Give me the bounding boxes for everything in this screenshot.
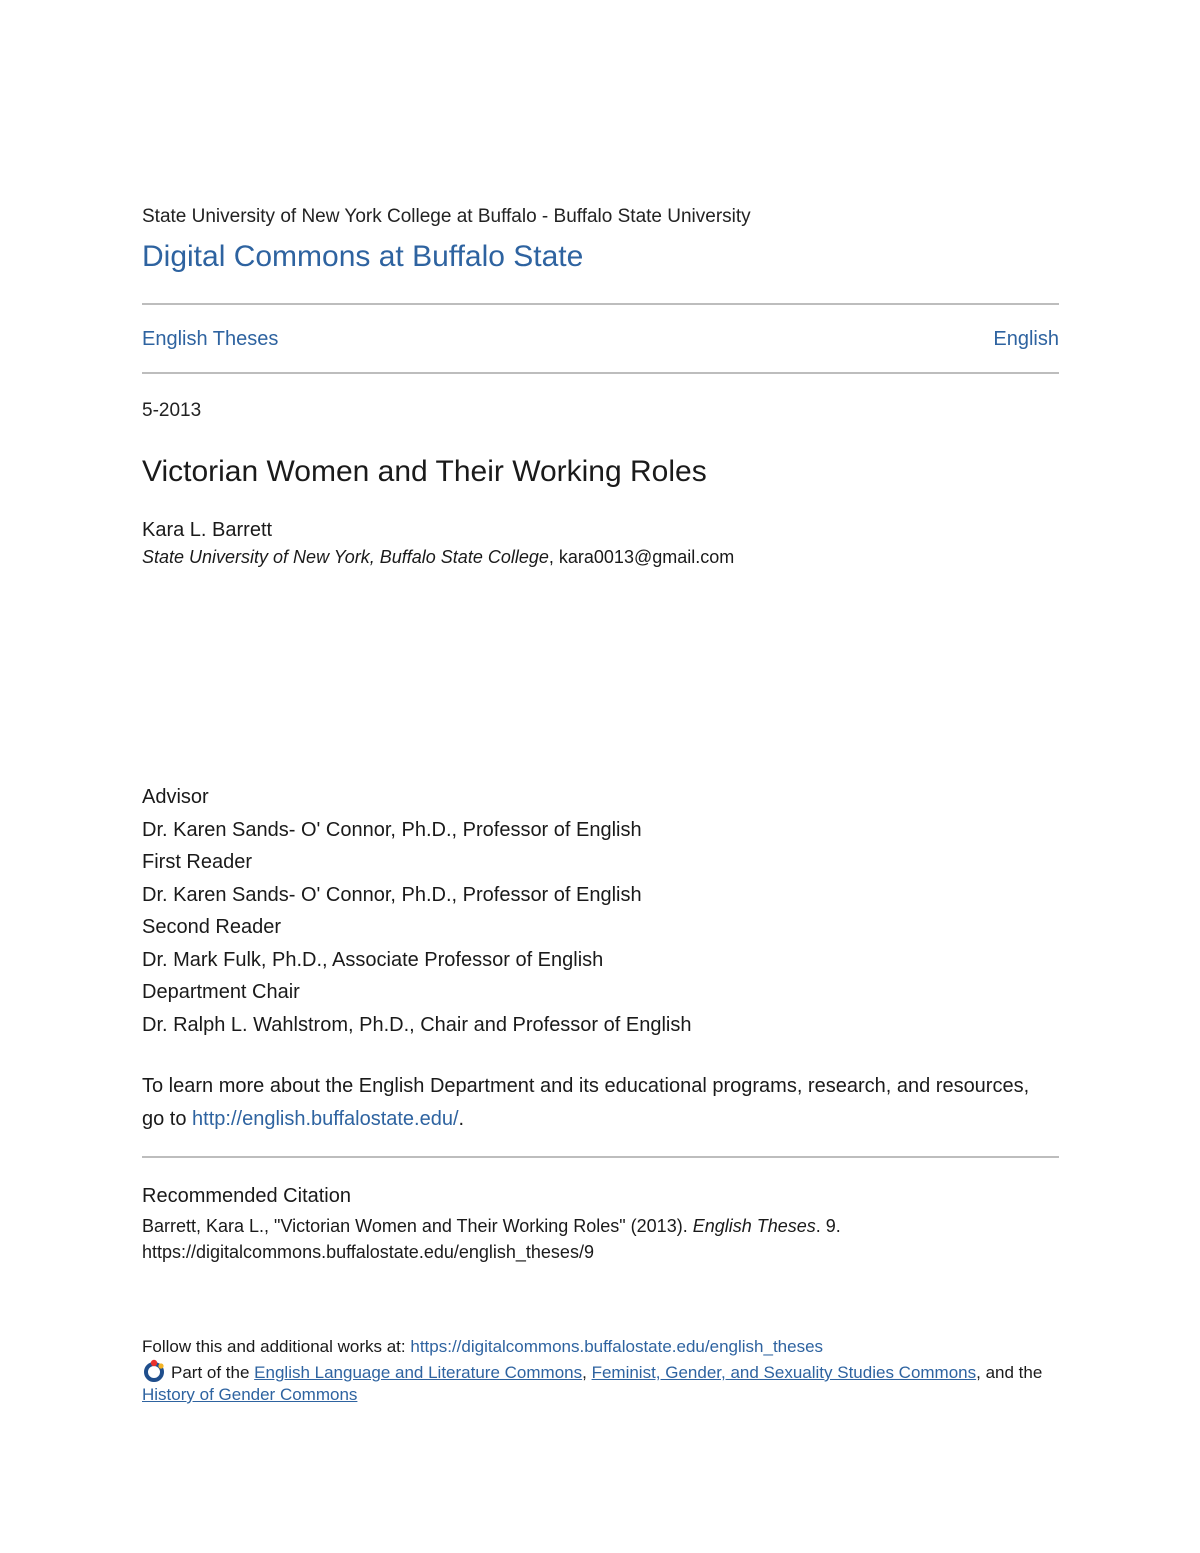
follow-link[interactable]: https://digitalcommons.buffalostate.edu/english_theses	[410, 1337, 824, 1356]
follow-text: Follow this and additional works at:	[142, 1337, 411, 1356]
citation-text	[142, 1213, 1042, 1265]
citation-pre: Barrett, Kara L., "Victorian Women and Their Working Roles" (2013).	[142, 1216, 693, 1236]
part-of-text: Part of the	[171, 1363, 255, 1382]
thesis-title: Victorian Women and Their Working Roles	[142, 455, 707, 488]
separator: ,	[582, 1363, 592, 1382]
affiliation-text: State University of New York, Buffalo State College	[142, 547, 549, 567]
department-link[interactable]: English	[993, 328, 1059, 350]
author-name: Kara L. Barrett	[142, 519, 273, 541]
department-chair-name: Dr. Ralph L. Wahlstrom, Ph.D., Chair and Professor of English	[142, 1013, 692, 1036]
divider	[142, 372, 1059, 374]
advisor-name: Dr. Karen Sands- O' Connor, Ph.D., Professor of English	[142, 818, 642, 841]
publication-date: 5-2013	[142, 400, 202, 421]
divider	[142, 1156, 1059, 1158]
committee-block	[142, 781, 691, 1041]
author-affiliation	[142, 547, 734, 568]
follow-line	[142, 1337, 823, 1357]
divider	[142, 303, 1059, 305]
citation-journal: English Theses	[692, 1216, 816, 1236]
commons-link-feminist-gender[interactable]: Feminist, Gender, and Sexuality Studies Commons	[591, 1363, 977, 1382]
institution-name: State University of New York College at Buffalo - Buffalo State University	[142, 206, 751, 227]
advisor-label: Advisor	[142, 786, 209, 808]
department-chair-label: Department Chair	[142, 981, 300, 1003]
learn-more-end: .	[458, 1108, 465, 1130]
learn-more-text	[142, 1070, 1042, 1136]
series-link[interactable]: English Theses	[142, 328, 279, 350]
citation-heading: Recommended Citation	[142, 1185, 351, 1207]
repository-link[interactable]: Digital Commons at Buffalo State	[142, 240, 584, 273]
second-reader-name: Dr. Mark Fulk, Ph.D., Associate Professor of English	[142, 948, 604, 971]
part-of-line	[142, 1359, 1059, 1406]
commons-link-english-literature[interactable]: English Language and Literature Commons	[254, 1363, 583, 1382]
citation-post: . 9.	[815, 1216, 841, 1236]
second-reader-label: Second Reader	[142, 916, 281, 938]
english-department-link[interactable]: http://english.buffalostate.edu/	[192, 1108, 459, 1130]
separator: , and the	[976, 1363, 1043, 1382]
learn-more-body: To learn more about the English Department and its educational programs, research, and resources, go to	[142, 1075, 1030, 1130]
bepress-logo-icon	[142, 1359, 168, 1383]
first-reader-label: First Reader	[142, 851, 253, 873]
first-reader-name: Dr. Karen Sands- O' Connor, Ph.D., Professor of English	[142, 883, 642, 906]
citation-url: https://digitalcommons.buffalostate.edu/english_theses/9	[142, 1242, 594, 1262]
affiliation-separator: ,	[548, 547, 559, 567]
author-email: kara0013@gmail.com	[558, 547, 735, 567]
commons-link-history-of-gender[interactable]: History of Gender Commons	[142, 1385, 358, 1404]
